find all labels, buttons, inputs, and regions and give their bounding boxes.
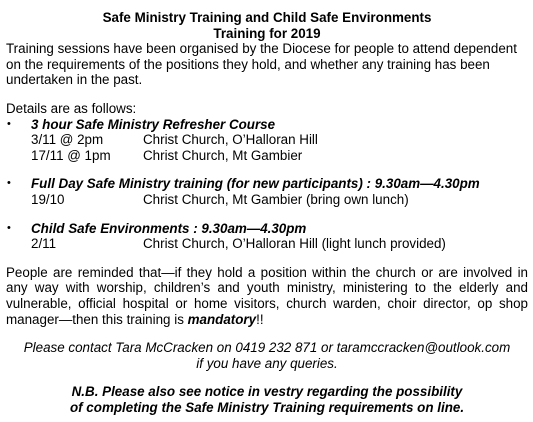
notice-document (6, 10, 528, 415)
session-venue: Christ Church, Mt Gambier (143, 147, 303, 163)
course-item (6, 221, 528, 252)
notice-title (6, 10, 528, 41)
nb-line-2: of completing the Safe Ministry Training requirements on line. (69, 399, 465, 415)
session-row (31, 236, 528, 252)
title-line-2: Training for 2019 (213, 25, 321, 41)
session-venue: Christ Church, O’Halloran Hill (light lunch provided) (143, 236, 446, 252)
course-item (6, 176, 528, 207)
nb-line-1: N.B. Please also see notice in vestry regarding the possibility (71, 384, 463, 400)
nb-note (6, 384, 528, 415)
bullet-icon: • (7, 221, 11, 234)
contact-note (6, 340, 528, 371)
session-date: 3/11 @ 2pm (31, 132, 104, 148)
reminder-paragraph (6, 265, 528, 327)
session-row (31, 148, 528, 164)
reminder-text: People are reminded that—if they hold a position within the church or are involved in any way with worship, children’s and youth ministry, ministering to the elderly and vulnerable, official hospital or home visitors, church warden, choir director, op shop manager—then this training is (6, 264, 528, 327)
bullet-icon: • (7, 117, 11, 130)
course-title: 3 hour Safe Ministry Refresher Course (31, 116, 276, 132)
session-venue: Christ Church, Mt Gambier (bring own lunch) (143, 191, 409, 207)
intro-paragraph: Training sessions have been organised by the Diocese for people to attend dependent on the requirements of the positions they hold, and whether any training has been undertaken in the past. (6, 41, 517, 88)
bullet-icon: • (7, 177, 11, 190)
session-date: 17/11 @ 1pm (31, 147, 111, 163)
session-row (31, 132, 528, 148)
contact-line-1: Please contact Tara McCracken on 0419 232 871 or taramccracken@outlook.com (23, 340, 511, 356)
session-row (31, 192, 528, 208)
title-line-1: Safe Ministry Training and Child Safe Environments (102, 10, 432, 25)
reminder-suffix: !! (256, 311, 264, 327)
course-title: Child Safe Environments : 9.30am—4.30pm (31, 220, 307, 236)
session-venue: Christ Church, O’Halloran Hill (143, 132, 318, 148)
mandatory-emphasis: mandatory (187, 311, 257, 327)
contact-line-2: if you have any queries. (196, 355, 338, 371)
details-heading: Details are as follows: (6, 100, 137, 116)
course-title: Full Day Safe Ministry training (for new participants) : 9.30am—4.30pm (31, 176, 480, 192)
session-date: 19/10 (31, 191, 65, 207)
course-item (6, 117, 528, 164)
session-date: 2/11 (31, 236, 57, 252)
